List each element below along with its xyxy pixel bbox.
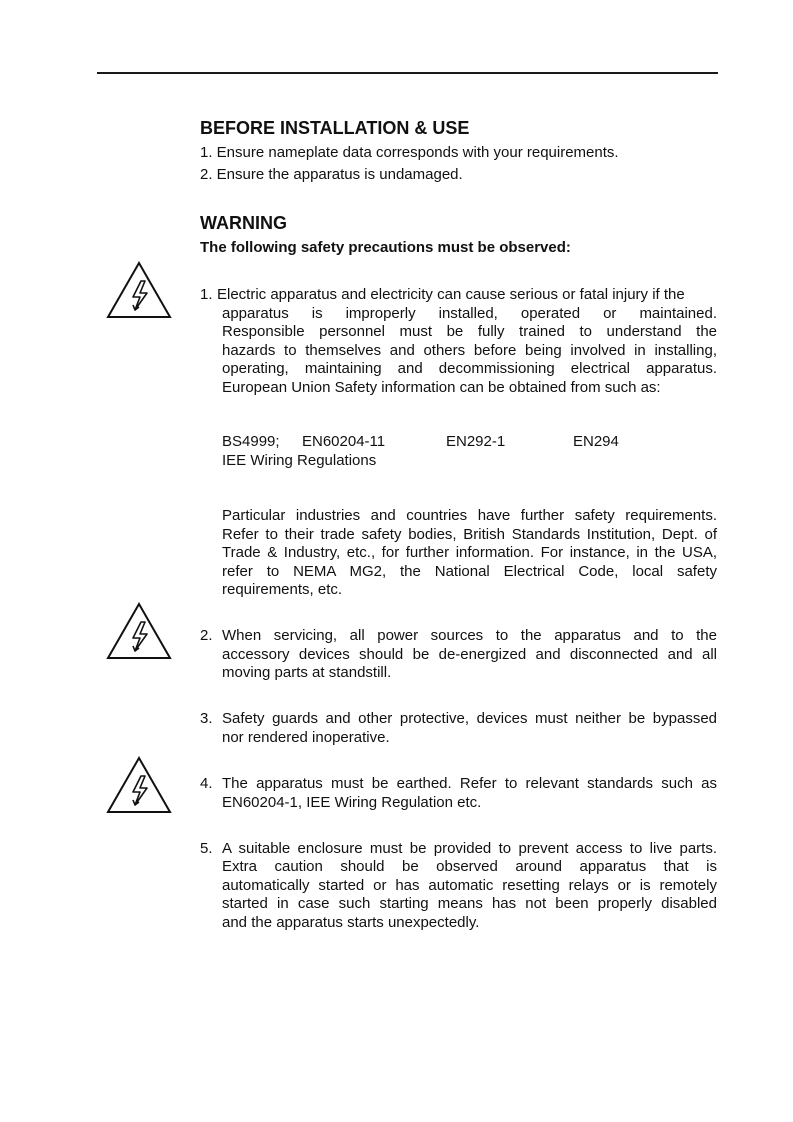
warning-heading: WARNING: [200, 213, 287, 233]
further-line-4: refer to NEMA MG2, the National Electrical Code, local safety: [222, 563, 717, 580]
before-item-1: 1. Ensure nameplate data corresponds with your requirements.: [200, 144, 619, 161]
further-line-1: Particular industries and countries have further safety requirements.: [222, 507, 717, 524]
item-5-line-1: A suitable enclosure must be provided to prevent access to live parts.: [222, 840, 717, 857]
item-5-line-2: Extra caution should be observed around apparatus that is: [222, 858, 717, 875]
further-line-3: Trade & Industry, etc., for further information. For instance, in the USA,: [222, 544, 717, 561]
item-4-line-2: EN60204-1, IEE Wiring Regulation etc.: [222, 794, 482, 811]
item-4-line-1: The apparatus must be earthed. Refer to relevant standards such as: [222, 775, 717, 792]
item-5-line-4: started in case such starting means has not been properly disabled: [222, 895, 717, 912]
item-1-line-6: European Union Safety information can be obtained from such as:: [222, 379, 661, 396]
item-1-line-4: hazards to themselves and others before being involved in installing,: [222, 342, 717, 359]
further-line-2: Refer to their trade safety bodies, British Standards Institution, Dept. of: [222, 526, 717, 543]
reference-en60204-11: EN60204-11: [302, 433, 386, 450]
item-5-line-5: and the apparatus starts unexpectedly.: [222, 914, 480, 931]
item-2-line-3: moving parts at standstill.: [222, 664, 392, 681]
item-2-number: 2.: [200, 627, 213, 644]
reference-iee-wiring: IEE Wiring Regulations: [222, 452, 377, 469]
header-rule: [97, 72, 718, 74]
item-3-line-2: nor rendered inoperative.: [222, 729, 390, 746]
before-installation-heading: BEFORE INSTALLATION & USE: [200, 118, 470, 138]
reference-en292-1: EN292-1: [446, 433, 506, 450]
high-voltage-warning-icon: [106, 602, 172, 660]
item-5-number: 5.: [200, 840, 213, 857]
item-1-line-3: Responsible personnel must be fully trained to understand the: [222, 323, 717, 340]
item-3-number: 3.: [200, 710, 213, 727]
item-4-number: 4.: [200, 775, 213, 792]
before-item-2: 2. Ensure the apparatus is undamaged.: [200, 166, 463, 183]
reference-en294: EN294: [573, 433, 619, 450]
item-5-line-3: automatically started or has automatic resetting relays or is remotely: [222, 877, 717, 894]
item-3-line-1: Safety guards and other protective, devices must neither be bypassed: [222, 710, 717, 727]
warning-subheading: The following safety precautions must be observed:: [200, 239, 571, 256]
item-1-number: 1.: [200, 286, 213, 303]
high-voltage-warning-icon: [106, 756, 172, 814]
item-2-line-1: When servicing, all power sources to the apparatus and to the: [222, 627, 717, 644]
item-1-line-2: apparatus is improperly installed, operated or maintained.: [222, 305, 717, 322]
further-line-5: requirements, etc.: [222, 581, 343, 598]
high-voltage-warning-icon: [106, 261, 172, 319]
item-1-line-5: operating, maintaining and decommissioning electrical apparatus.: [222, 360, 717, 377]
item-1-line-1: Electric apparatus and electricity can cause serious or fatal injury if the: [217, 286, 685, 303]
item-2-line-2: accessory devices should be de-energized and disconnected and all: [222, 646, 717, 663]
reference-bs4999: BS4999;: [222, 433, 280, 450]
